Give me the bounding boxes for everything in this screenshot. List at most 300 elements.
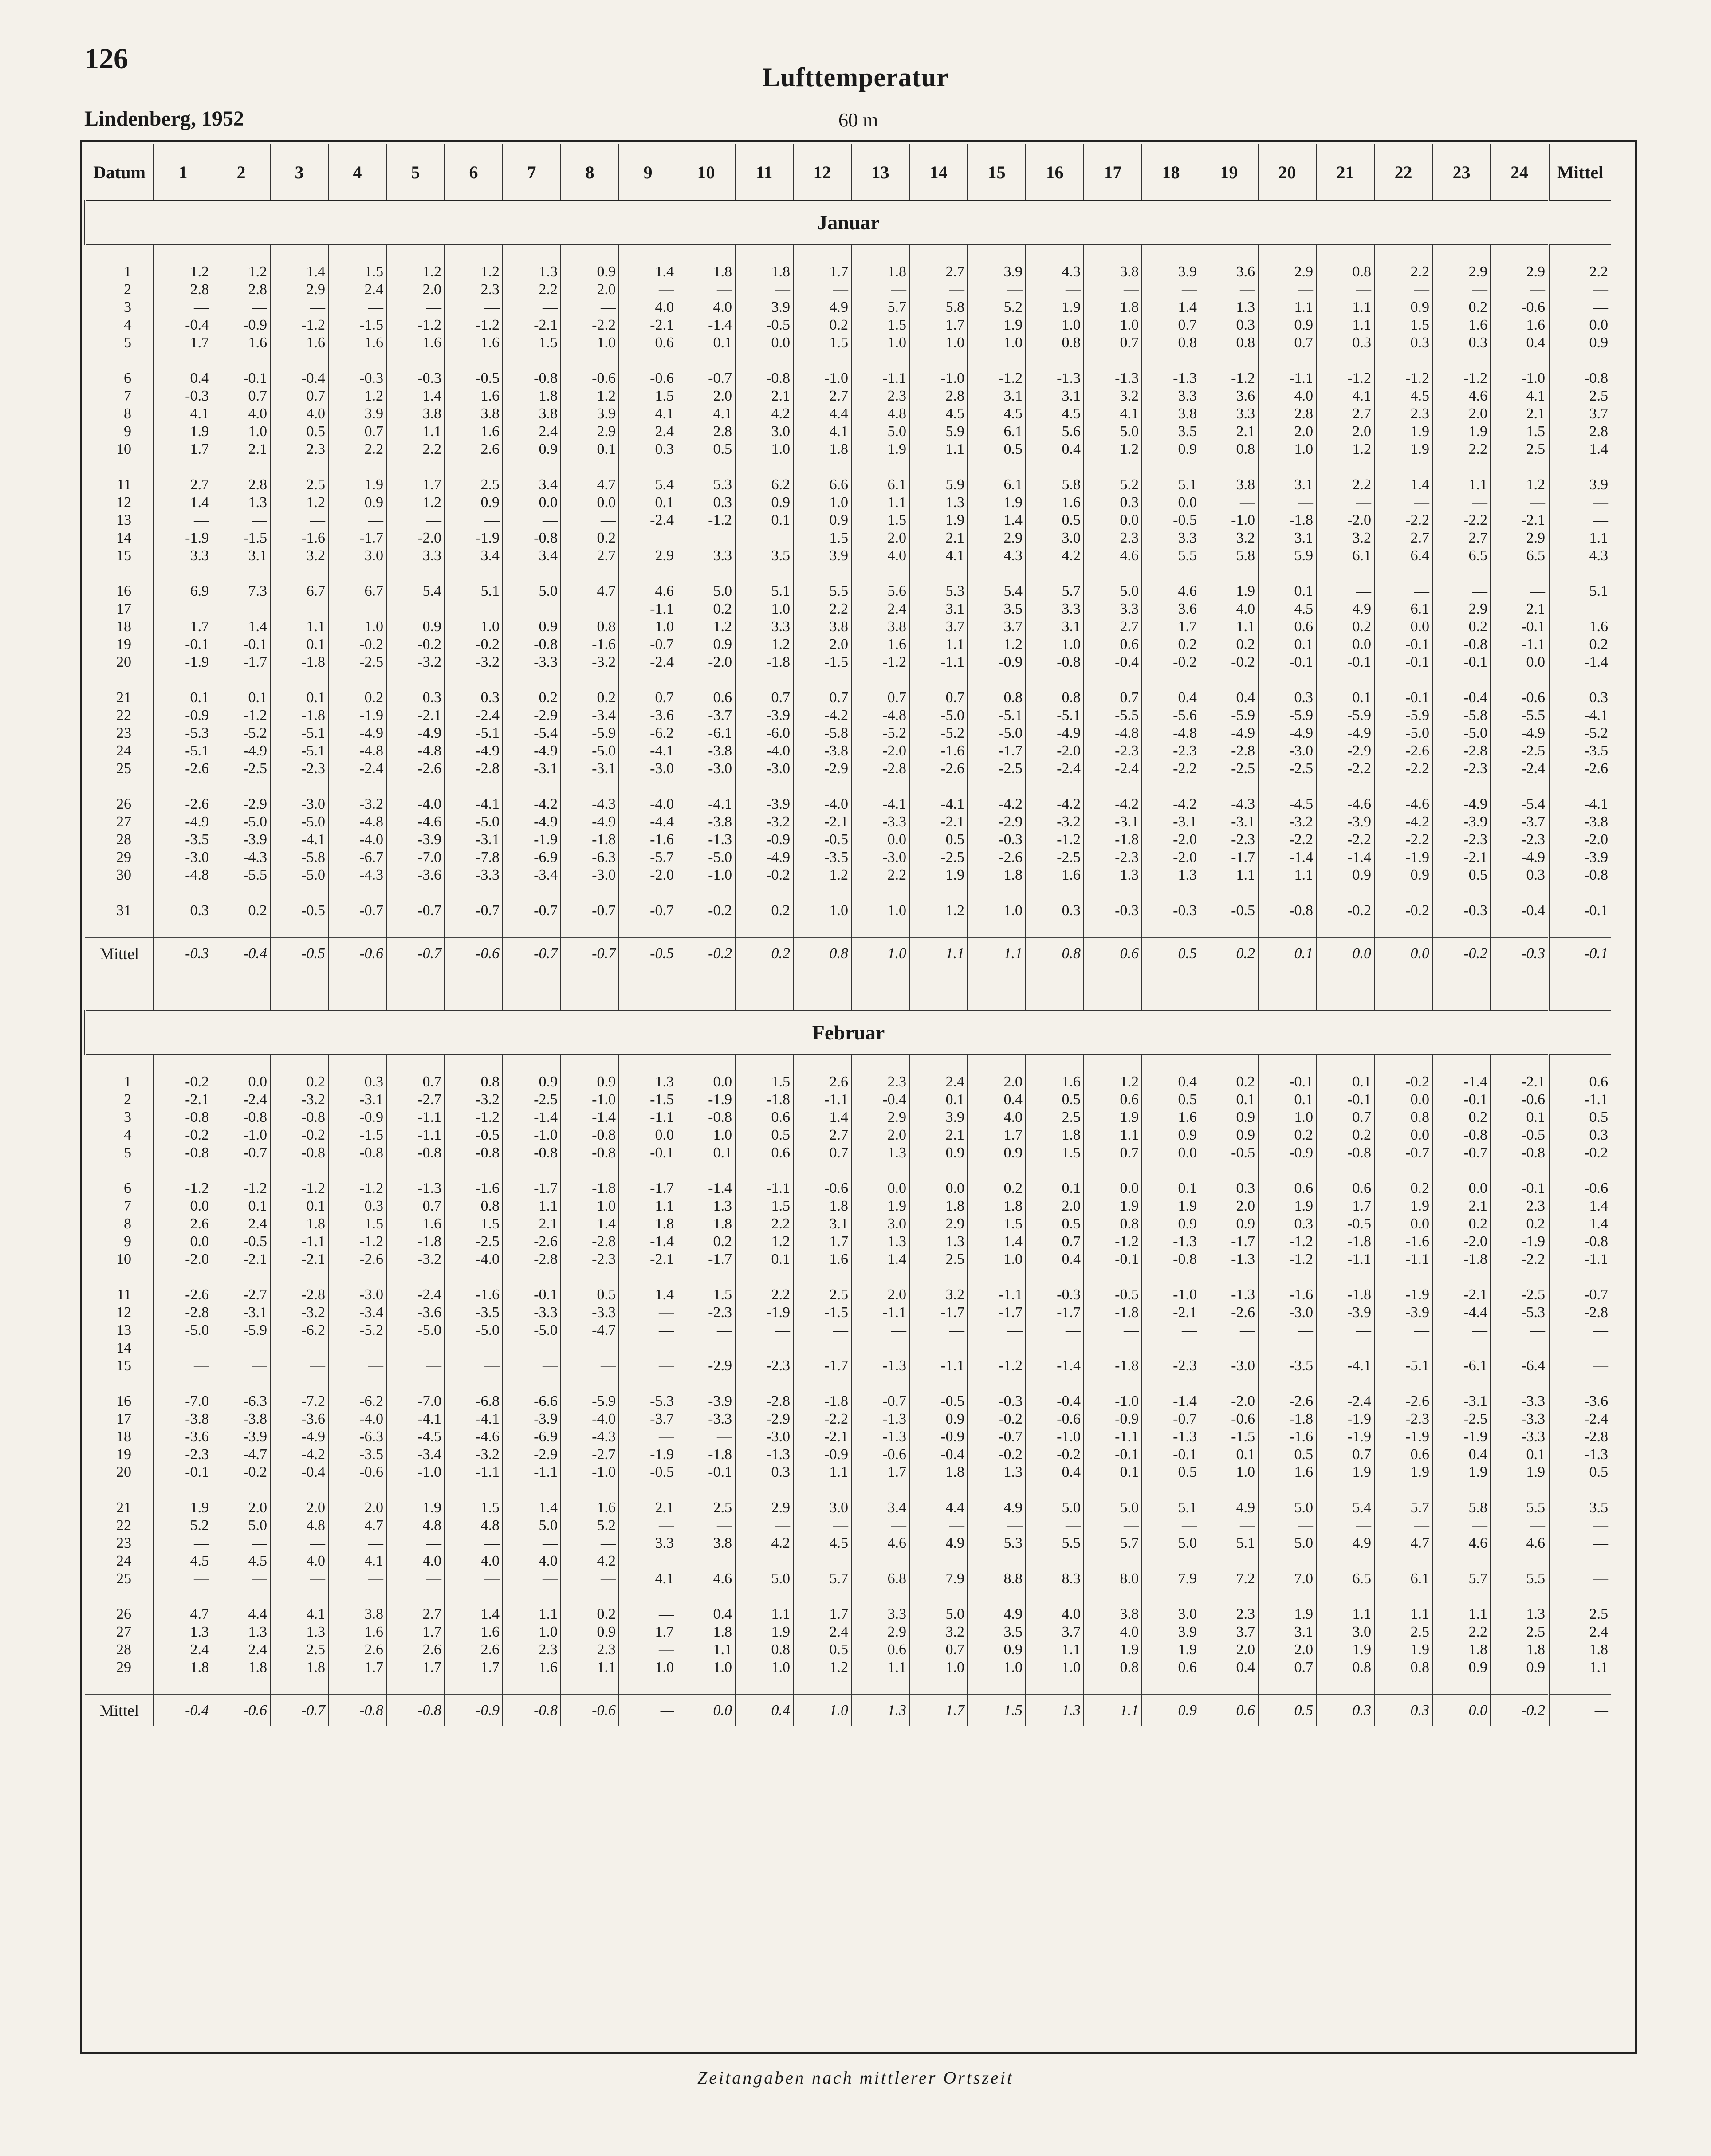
value-cell: -0.8 <box>386 1144 444 1162</box>
value-cell: 0.5 <box>677 441 735 458</box>
value-cell: 2.9 <box>851 1623 909 1641</box>
value-cell: 5.0 <box>1084 1499 1142 1517</box>
value-cell: -0.2 <box>154 1073 212 1091</box>
value-cell: 1.9 <box>1374 1197 1432 1215</box>
value-cell: -2.7 <box>386 1091 444 1109</box>
value-cell: 3.3 <box>154 547 212 565</box>
value-cell: -1.0 <box>793 370 851 387</box>
value-cell: -5.9 <box>561 1393 619 1410</box>
value-cell: 0.0 <box>1432 1180 1491 1197</box>
value-cell: — <box>1491 1322 1549 1339</box>
value-cell: 3.3 <box>619 1534 677 1552</box>
value-cell: 0.4 <box>1200 1659 1258 1676</box>
value-cell: 3.4 <box>851 1499 909 1517</box>
value-cell: — <box>619 281 677 299</box>
value-cell: 1.8 <box>270 1215 328 1233</box>
value-cell: -1.3 <box>1142 370 1200 387</box>
value-cell: 0.2 <box>212 902 270 920</box>
value-cell: -2.4 <box>444 707 503 724</box>
value-cell: 5.3 <box>909 582 968 600</box>
value-cell: 1.8 <box>968 1197 1026 1215</box>
value-cell: 0.1 <box>212 689 270 707</box>
value-cell: 2.5 <box>444 476 503 494</box>
mean-value-cell: -0.6 <box>561 1695 619 1726</box>
value-cell: -3.3 <box>1491 1428 1549 1446</box>
mean-cell: — <box>1549 299 1611 316</box>
value-cell: 0.7 <box>328 423 386 441</box>
value-cell: 0.7 <box>851 689 909 707</box>
value-cell: 1.2 <box>735 636 793 653</box>
value-cell: -1.0 <box>677 866 735 884</box>
day-cell: 7 <box>124 388 131 404</box>
value-cell: -3.9 <box>1432 813 1491 831</box>
value-cell: 6.9 <box>154 582 212 600</box>
value-cell: — <box>561 600 619 618</box>
value-cell: -1.6 <box>909 742 968 760</box>
value-cell: 2.3 <box>1491 1197 1549 1215</box>
value-cell: — <box>270 1357 328 1375</box>
value-cell: 1.2 <box>1084 1073 1142 1091</box>
value-cell: -1.4 <box>1026 1357 1084 1375</box>
value-cell: 1.9 <box>909 511 968 529</box>
value-cell: — <box>328 600 386 618</box>
value-cell: 5.2 <box>561 1517 619 1534</box>
value-cell: 3.2 <box>270 547 328 565</box>
value-cell: -1.9 <box>1491 1233 1549 1251</box>
value-cell: -6.7 <box>328 849 386 866</box>
value-cell: -0.9 <box>968 653 1026 671</box>
header-hour: 13 <box>851 144 909 201</box>
value-cell: -2.4 <box>1026 760 1084 778</box>
mean-value-cell: -0.2 <box>1432 938 1491 969</box>
value-cell: — <box>154 511 212 529</box>
value-cell: 0.9 <box>561 1073 619 1091</box>
day-cell: 10 <box>116 441 131 457</box>
value-cell: -4.0 <box>386 795 444 813</box>
value-cell: -0.9 <box>909 1428 968 1446</box>
value-cell: -2.0 <box>154 1251 212 1268</box>
value-cell: -0.7 <box>212 1144 270 1162</box>
value-cell: 1.1 <box>619 1197 677 1215</box>
value-cell: 2.0 <box>1200 1197 1258 1215</box>
value-cell: -4.6 <box>386 813 444 831</box>
value-cell: -1.4 <box>1258 849 1316 866</box>
value-cell: 0.4 <box>677 1605 735 1623</box>
value-cell: 4.0 <box>386 1552 444 1570</box>
value-cell: -0.4 <box>1026 1393 1084 1410</box>
row-gap <box>85 565 1611 582</box>
value-cell: -5.0 <box>444 813 503 831</box>
value-cell: -0.5 <box>1200 902 1258 920</box>
value-cell: -2.0 <box>677 653 735 671</box>
value-cell: -0.1 <box>1491 618 1549 636</box>
value-cell: -0.1 <box>154 636 212 653</box>
value-cell: -2.1 <box>909 813 968 831</box>
value-cell: 4.1 <box>1316 387 1374 405</box>
value-cell: -0.7 <box>851 1393 909 1410</box>
value-cell: — <box>1374 1339 1432 1357</box>
value-cell: 5.0 <box>909 1605 968 1623</box>
value-cell: 2.7 <box>154 476 212 494</box>
value-cell: -2.2 <box>1374 511 1432 529</box>
value-cell: — <box>1258 1517 1316 1534</box>
value-cell: 4.0 <box>503 1552 561 1570</box>
value-cell: 0.7 <box>1316 1446 1374 1464</box>
value-cell: 1.5 <box>1374 316 1432 334</box>
value-cell: -4.9 <box>1491 849 1549 866</box>
mean-value-cell: 0.0 <box>1432 1695 1491 1726</box>
value-cell: -2.1 <box>619 1251 677 1268</box>
value-cell: 4.0 <box>619 299 677 316</box>
value-cell: — <box>619 1641 677 1659</box>
value-cell: 1.3 <box>909 494 968 511</box>
value-cell: -1.8 <box>735 653 793 671</box>
value-cell: — <box>1316 1552 1374 1570</box>
value-cell: 1.4 <box>793 1109 851 1126</box>
day-cell: 20 <box>116 1464 131 1480</box>
value-cell: 0.1 <box>1026 1180 1084 1197</box>
value-cell: -0.2 <box>968 1446 1026 1464</box>
value-cell: -1.3 <box>1084 370 1142 387</box>
value-cell: 4.9 <box>909 1534 968 1552</box>
value-cell: — <box>444 600 503 618</box>
value-cell: -1.8 <box>677 1446 735 1464</box>
mean-cell: 2.4 <box>1549 1623 1611 1641</box>
value-cell: 1.1 <box>909 441 968 458</box>
value-cell: 1.7 <box>909 316 968 334</box>
value-cell: -0.8 <box>735 370 793 387</box>
value-cell: — <box>328 1570 386 1588</box>
value-cell: — <box>1026 1517 1084 1534</box>
value-cell: 5.4 <box>968 582 1026 600</box>
value-cell: 3.6 <box>1200 263 1258 281</box>
value-cell: 1.9 <box>1432 423 1491 441</box>
value-cell: -2.6 <box>1374 742 1432 760</box>
value-cell: 1.2 <box>561 387 619 405</box>
value-cell: 6.1 <box>1374 600 1432 618</box>
value-cell: 0.3 <box>1200 1180 1258 1197</box>
mean-value-cell: 0.0 <box>677 1695 735 1726</box>
value-cell: -0.7 <box>1142 1410 1200 1428</box>
value-cell: 5.2 <box>968 299 1026 316</box>
value-cell: 2.3 <box>851 387 909 405</box>
value-cell: 4.9 <box>1316 1534 1374 1552</box>
value-cell: -3.2 <box>386 653 444 671</box>
value-cell: -5.0 <box>270 866 328 884</box>
value-cell: 0.1 <box>677 334 735 352</box>
value-cell: -5.2 <box>851 724 909 742</box>
value-cell: -4.9 <box>1200 724 1258 742</box>
value-cell: -1.9 <box>735 1304 793 1322</box>
value-cell: -4.9 <box>270 1428 328 1446</box>
value-cell: 3.2 <box>909 1623 968 1641</box>
value-cell: — <box>154 1357 212 1375</box>
value-cell: 3.9 <box>735 299 793 316</box>
table-row <box>85 600 1611 618</box>
day-cell: 22 <box>116 707 131 724</box>
value-cell: — <box>270 1339 328 1357</box>
value-cell: — <box>1142 1552 1200 1570</box>
value-cell: 0.3 <box>444 689 503 707</box>
value-cell: -4.2 <box>1026 795 1084 813</box>
value-cell: -0.1 <box>1258 653 1316 671</box>
value-cell: -2.6 <box>1374 1393 1432 1410</box>
value-cell: -0.5 <box>793 831 851 849</box>
value-cell: 3.9 <box>561 405 619 423</box>
mean-cell: -5.2 <box>1549 724 1611 742</box>
value-cell: 0.5 <box>1258 1446 1316 1464</box>
value-cell: 0.6 <box>735 1144 793 1162</box>
value-cell: 0.1 <box>1200 1446 1258 1464</box>
value-cell: — <box>386 1570 444 1588</box>
value-cell: 5.1 <box>1142 476 1200 494</box>
value-cell: 3.1 <box>968 387 1026 405</box>
value-cell: -5.1 <box>154 742 212 760</box>
value-cell: 1.8 <box>735 263 793 281</box>
value-cell: -2.5 <box>1491 742 1549 760</box>
value-cell: — <box>503 1339 561 1357</box>
value-cell: -1.1 <box>444 1464 503 1481</box>
value-cell: 1.6 <box>444 1623 503 1641</box>
value-cell: 1.7 <box>619 1623 677 1641</box>
header-hour: 24 <box>1491 144 1549 201</box>
mean-value-cell: -0.8 <box>503 1695 561 1726</box>
mean-cell: 0.0 <box>1549 316 1611 334</box>
value-cell: -0.1 <box>154 1464 212 1481</box>
value-cell: 0.0 <box>561 494 619 511</box>
value-cell: -4.9 <box>386 724 444 742</box>
value-cell: 1.7 <box>386 476 444 494</box>
mean-value-cell: -0.1 <box>1549 938 1611 969</box>
value-cell: 2.1 <box>909 529 968 547</box>
data-table-frame <box>80 140 1637 2054</box>
value-cell: — <box>677 1552 735 1570</box>
value-cell: -0.7 <box>503 902 561 920</box>
value-cell: -3.2 <box>1026 813 1084 831</box>
month-header-row <box>85 201 1611 245</box>
value-cell: -0.2 <box>328 636 386 653</box>
value-cell: 0.6 <box>851 1641 909 1659</box>
value-cell: -2.0 <box>1432 1233 1491 1251</box>
value-cell: -6.4 <box>1491 1357 1549 1375</box>
value-cell: -0.6 <box>851 1446 909 1464</box>
table-row <box>85 795 1611 813</box>
value-cell: -1.0 <box>212 1126 270 1144</box>
value-cell: -1.3 <box>1026 370 1084 387</box>
value-cell: -0.5 <box>212 1233 270 1251</box>
value-cell: -4.3 <box>1200 795 1258 813</box>
value-cell: 0.9 <box>968 1641 1026 1659</box>
day-cell: 23 <box>116 725 131 741</box>
mean-value-cell: 1.0 <box>793 1695 851 1726</box>
value-cell: 4.7 <box>154 1605 212 1623</box>
value-cell: -0.1 <box>1432 1091 1491 1109</box>
value-cell: — <box>270 1534 328 1552</box>
value-cell: 1.9 <box>735 1623 793 1641</box>
value-cell: 3.2 <box>1084 387 1142 405</box>
value-cell: 4.6 <box>1491 1534 1549 1552</box>
value-cell: — <box>1432 494 1491 511</box>
value-cell: -4.2 <box>503 795 561 813</box>
mean-value-cell: 0.6 <box>1200 1695 1258 1726</box>
table-row <box>85 1180 1611 1197</box>
value-cell: -4.9 <box>444 742 503 760</box>
value-cell: 1.5 <box>851 316 909 334</box>
value-cell: -1.1 <box>619 600 677 618</box>
value-cell: — <box>735 1517 793 1534</box>
table-row <box>85 1126 1611 1144</box>
value-cell: 6.7 <box>270 582 328 600</box>
value-cell: -1.8 <box>793 1393 851 1410</box>
month-title: Februar <box>85 1011 1611 1055</box>
value-cell: -1.5 <box>1200 1428 1258 1446</box>
value-cell: 3.1 <box>1026 387 1084 405</box>
value-cell: 2.2 <box>735 1215 793 1233</box>
value-cell: -4.1 <box>851 795 909 813</box>
value-cell: -0.2 <box>1374 1073 1432 1091</box>
value-cell: -4.3 <box>561 795 619 813</box>
value-cell: 0.5 <box>1432 866 1491 884</box>
table-row <box>85 494 1611 511</box>
value-cell: 0.6 <box>1142 1659 1200 1676</box>
value-cell: -2.2 <box>1374 760 1432 778</box>
value-cell: -1.3 <box>851 1428 909 1446</box>
value-cell: -1.1 <box>968 1286 1026 1304</box>
value-cell: -3.0 <box>619 760 677 778</box>
day-cell: 28 <box>116 1641 131 1658</box>
value-cell: 3.8 <box>1200 476 1258 494</box>
value-cell: 0.3 <box>328 1197 386 1215</box>
value-cell: 1.9 <box>1142 1641 1200 1659</box>
value-cell: 1.9 <box>154 1499 212 1517</box>
header-date: Datum <box>85 144 154 201</box>
value-cell: 0.2 <box>793 316 851 334</box>
value-cell: -4.3 <box>212 849 270 866</box>
value-cell: 3.4 <box>444 547 503 565</box>
value-cell: 2.3 <box>444 281 503 299</box>
mean-cell: -1.3 <box>1549 1446 1611 1464</box>
value-cell: -4.2 <box>968 795 1026 813</box>
value-cell: 1.1 <box>735 1605 793 1623</box>
value-cell: 1.6 <box>503 1659 561 1676</box>
value-cell: — <box>619 1605 677 1623</box>
value-cell: 1.2 <box>909 902 968 920</box>
value-cell: -1.9 <box>328 707 386 724</box>
value-cell: -2.8 <box>1432 742 1491 760</box>
value-cell: -0.4 <box>851 1091 909 1109</box>
value-cell: 4.5 <box>212 1552 270 1570</box>
value-cell: — <box>386 1534 444 1552</box>
value-cell: 4.6 <box>619 582 677 600</box>
table-row <box>85 1251 1611 1268</box>
value-cell: -2.1 <box>1142 1304 1200 1322</box>
value-cell: 0.3 <box>1258 689 1316 707</box>
value-cell: 1.6 <box>851 636 909 653</box>
value-cell: 1.1 <box>1432 476 1491 494</box>
value-cell: 0.1 <box>1200 1091 1258 1109</box>
value-cell: -0.1 <box>1316 1091 1374 1109</box>
value-cell: 1.6 <box>1491 316 1549 334</box>
value-cell: — <box>677 1339 735 1357</box>
table-row <box>85 866 1611 884</box>
value-cell: -0.2 <box>386 636 444 653</box>
value-cell: — <box>212 600 270 618</box>
value-cell: 1.3 <box>619 1073 677 1091</box>
value-cell: 0.0 <box>1374 1126 1432 1144</box>
value-cell: 2.8 <box>212 281 270 299</box>
value-cell: 5.5 <box>1491 1570 1549 1588</box>
value-cell: -2.1 <box>793 1428 851 1446</box>
mean-value-cell: -0.7 <box>561 938 619 969</box>
value-cell: 6.2 <box>735 476 793 494</box>
value-cell: -1.9 <box>1374 849 1432 866</box>
value-cell: 4.0 <box>270 405 328 423</box>
value-cell: 1.3 <box>909 1233 968 1251</box>
value-cell: -0.2 <box>1316 902 1374 920</box>
value-cell: -1.0 <box>561 1091 619 1109</box>
value-cell: 1.0 <box>619 618 677 636</box>
value-cell: -2.2 <box>561 316 619 334</box>
value-cell: 0.4 <box>1026 1464 1084 1481</box>
value-cell: 5.0 <box>735 1570 793 1588</box>
value-cell: -3.1 <box>1432 1393 1491 1410</box>
value-cell: 5.5 <box>1142 547 1200 565</box>
value-cell: 1.0 <box>851 902 909 920</box>
value-cell: 2.8 <box>212 476 270 494</box>
value-cell: -1.2 <box>1316 370 1374 387</box>
value-cell: -0.3 <box>386 370 444 387</box>
value-cell: -5.8 <box>1432 707 1491 724</box>
value-cell: 3.3 <box>677 547 735 565</box>
value-cell: -2.0 <box>1142 849 1200 866</box>
value-cell: -1.2 <box>154 1180 212 1197</box>
value-cell: -5.0 <box>677 849 735 866</box>
value-cell: -3.3 <box>851 813 909 831</box>
table-row <box>85 689 1611 707</box>
value-cell: 0.2 <box>270 1073 328 1091</box>
value-cell: 0.3 <box>1374 334 1432 352</box>
value-cell: 3.7 <box>968 618 1026 636</box>
value-cell: -2.1 <box>212 1251 270 1268</box>
value-cell: -1.3 <box>677 831 735 849</box>
value-cell: -3.1 <box>503 760 561 778</box>
value-cell: -0.8 <box>212 1109 270 1126</box>
value-cell: -0.7 <box>1374 1144 1432 1162</box>
value-cell: 0.0 <box>1084 1180 1142 1197</box>
value-cell: 1.6 <box>1258 1464 1316 1481</box>
value-cell: -6.2 <box>328 1393 386 1410</box>
value-cell: -2.6 <box>154 795 212 813</box>
value-cell: 1.5 <box>503 334 561 352</box>
mean-value-cell: -0.6 <box>328 938 386 969</box>
value-cell: 0.9 <box>1142 1215 1200 1233</box>
value-cell: -1.1 <box>851 1304 909 1322</box>
value-cell: 0.0 <box>735 334 793 352</box>
value-cell: -5.9 <box>212 1322 270 1339</box>
value-cell: 1.2 <box>735 1233 793 1251</box>
value-cell: 2.5 <box>793 1286 851 1304</box>
value-cell: 4.6 <box>1432 387 1491 405</box>
value-cell: -1.0 <box>1026 1428 1084 1446</box>
value-cell: -0.5 <box>1491 1126 1549 1144</box>
value-cell: -2.8 <box>1200 742 1258 760</box>
value-cell: -2.3 <box>270 760 328 778</box>
value-cell: 3.3 <box>1142 387 1200 405</box>
value-cell: — <box>619 1339 677 1357</box>
value-cell: -2.3 <box>1432 760 1491 778</box>
value-cell: 5.2 <box>1084 476 1142 494</box>
value-cell: -2.9 <box>503 1446 561 1464</box>
